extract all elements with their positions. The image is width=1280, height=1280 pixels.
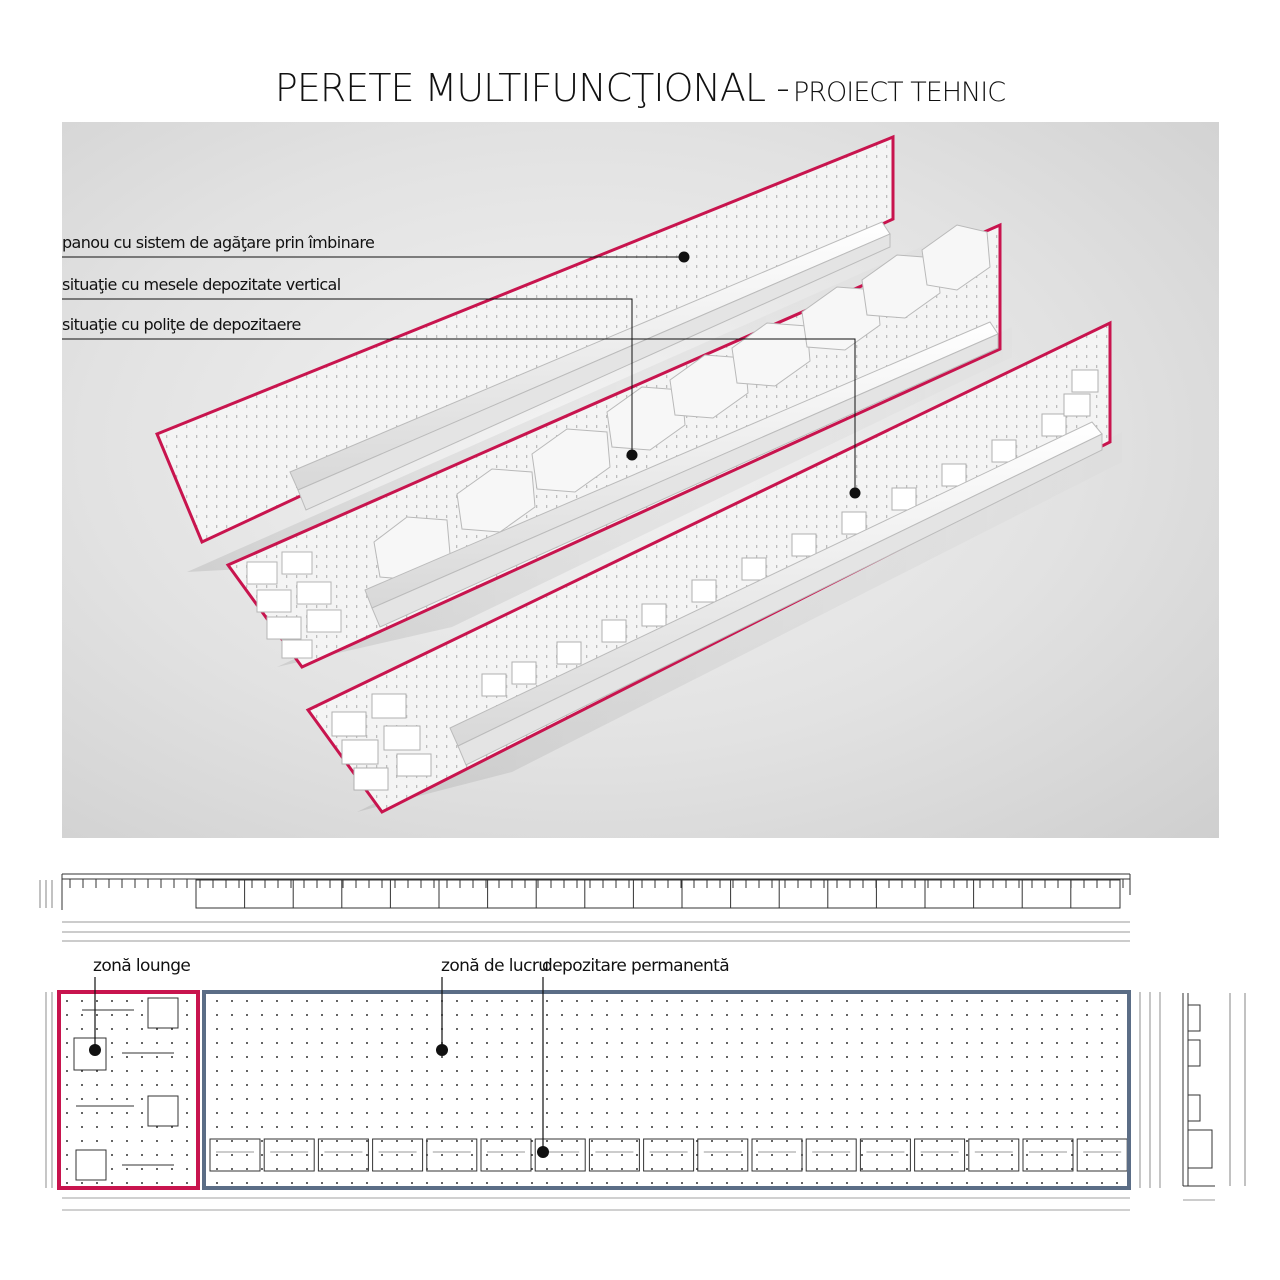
- callout-hanging-panel: panou cu sistem de agăţare prin îmbinare: [62, 233, 375, 252]
- label-lounge-zone: zonă lounge: [93, 956, 191, 976]
- storage-dot: [537, 1146, 549, 1158]
- label-work-zone: zonă de lucru: [441, 956, 549, 976]
- callout-storage-shelves: situaţie cu poliţe de depozitaere: [62, 315, 301, 334]
- title-main: PERETE MULTIFUNCŢIONAL -: [274, 66, 789, 110]
- side-section-drawing: [1183, 993, 1245, 1200]
- work-dot: [436, 1044, 448, 1056]
- top-view-drawing: [40, 874, 1130, 941]
- callout-vertical-tables: situaţie cu mesele depozitate vertical: [62, 275, 341, 294]
- lounge-dot: [89, 1044, 101, 1056]
- label-permanent-storage: depozitare permanentă: [542, 956, 730, 976]
- front-elevation-drawing: [46, 977, 1160, 1210]
- title-sub: PROIECT TEHNIC: [792, 77, 1006, 108]
